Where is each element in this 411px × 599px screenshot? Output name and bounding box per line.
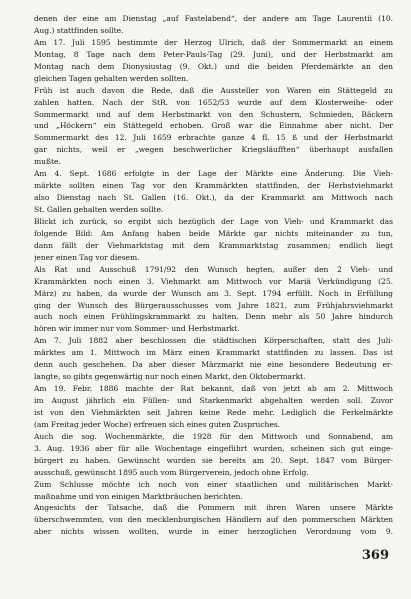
text-line: Sommermarkt und auf dem Herbstmarkt von den Schustern, Schmieden, Bäckern [34,109,393,119]
text-line: Zum Schlusse möchte ich noch von einer staatlichen und militärischen Markt- [34,479,393,489]
text-line: Auch die sog. Wochenmärkte, die 1928 für den Mittwoch und Sonnabend, am [34,431,393,441]
text-line: St. Gallen gehalten werden sollte. [34,205,164,214]
text-line: also Dienstag nach St. Gallen (16. Okt.), da der Krammarkt am Mittwoch nach [34,193,393,203]
text-line: März) zu haben, da wurde der Wunsch am 3. Sept. 1794 erfüllt. Noch in Erfüllung [34,288,393,298]
text-line: Angesichts der Tatsache, daß die Pommern mit ihren Waren unsere Märkte [34,503,393,513]
text-line: zahlen hatten. Nach der StR. von 1652/53 wurde auf dem Klosterweihe- oder [34,97,393,107]
text-line: maßnahme und von einigen Marktbräuchen berichten. [34,491,243,501]
text-line: gleichen Tagen gehalten werden sollten. [34,73,189,83]
text-line: dann fällt der Viehmarktstag mit dem Krammarktstag zusammen; endlich liegt [34,240,393,250]
body-text [34,13,393,538]
text-line: ging der Wunsch des Bürgerausschusses vom Jahre 1821, zum Frühjahrsviehmarkt [34,300,393,310]
text-line: Krammärkten noch einen 3. Viehmarkt am Mittwoch vor Mariä Verkündigung (25. [34,276,393,286]
text-line: auch noch einen Frühlingskrammarkt zu halten. Denn mehr als 50 Jahre hindurch [34,312,393,322]
text-line: Am 7. Juli 1882 aber beschlossen die städtischen Körperschaften, statt des Juli- [34,336,393,346]
text-line: überschwemmten, von den mecklenburgischen Händlern auf den pommerschen Märkten [34,515,393,525]
text-line: bürgert zu haben. Gewünscht wurden sie bereits am 20. Sept. 1847 vom Bürger- [34,455,393,465]
text-line: Am 19. Febr. 1886 machte der Rat bekannt, daß von jetzt ab am 2. Mittwoch [34,384,393,394]
text-line: Als Rat und Ausschuß 1791/92 den Wunsch hegten, außer den 2 Vieh- und [34,264,393,274]
text-line: aber nichts wissen wollten, wurde in einer herzoglichen Verordnung vom 9. [34,527,393,537]
text-line: märkte sollten einen Tag vor den Krammärkten stattfinden, der Herbstviehmarkt [34,181,393,191]
text-line: und „Höckern“ ein Stättegeld erhoben. Groß war die Einnahme aber nicht. Der [34,121,393,131]
text-line: im August jährlich ein Füllen- und Starkenmarkt abgehalten werden soll. Zuvor [34,396,393,405]
text-line: märktes am 1. Mittwoch im März einen Krammarkt stattfinden zu lassen. Das ist [34,348,393,358]
page-number: 369 [361,548,389,563]
text-line: mußte. [34,157,61,167]
text-line: langte, so gibts gegenwärtig nur noch einen Markt, den Oktobermarkt. [34,372,306,382]
text-line: Blickt ich zurück, so ergibt sich bezüglich der Lage von Vieh- und Krammarkt das [34,216,393,226]
text-line: Am 4. Sept. 1686 erfolgte in der Lage der Märkte eine Änderung. Die Vieh- [34,169,393,179]
text-line: Am 17. Juli 1595 bestimmte der Herzog Ulrich, daß der Sommermarkt an einem [34,37,393,47]
text-line: jener einen Tag vor diesem. [34,252,140,262]
text-line: Montag nach dem Dionysiustag (9. Okt.) und die beiden Pferdemärkte an den [34,61,393,71]
text-line: Früh ist auch davon die Rede, daß die Aussteller von Waren ein Stättegeld zu [34,85,393,95]
text-line: Montag, 8 Tage nach dem Peter-Pauls-Tag (29. Juni), und der Herbstmarkt am [34,49,393,59]
text-line: Aug.) stattfinden sollte. [34,25,124,35]
text-line: hören wir immer nur vom Sommer- und Herbstmarkt. [34,324,240,334]
text-line: folgende Bild: Am Anfang haben beide Märkte gar nichts miteinander zu tun, [34,228,393,238]
text-line: denen der eine am Dienstag „auf Fastelabend“, der andere am Tage Laurentii (10. [34,14,393,23]
text-line: (am Freitag jeder Woche) erfreuen sich eines guten Zuspruches. [34,419,281,429]
text-line: Sommermarkt des 12. Juli 1659 erbrachte ganze 4 fl. 15 ß und der Herbstmarkt [34,133,393,143]
text-line: ausschuß, gewünscht 1895 auch vom Bürgerverein, jedoch ohne Erfolg. [34,467,309,477]
text-line: denn auch geschehen. Da aber dieser Märzmarkt nie eine besondere Bedeutung er- [34,360,393,370]
text-line: ist von den Viehmärkten seit Jahren keine Rede mehr. Lediglich die Ferkelmärkte [34,407,393,417]
text-line: 3. Aug. 1936 aber für alle Wochentage eingeführt wurden, scheinen sich gut einge- [34,443,393,453]
text-line: gar nichts, weil er „wegen beschwerlicher Kriegsläufften“ überhaupt ausfallen [34,145,393,155]
